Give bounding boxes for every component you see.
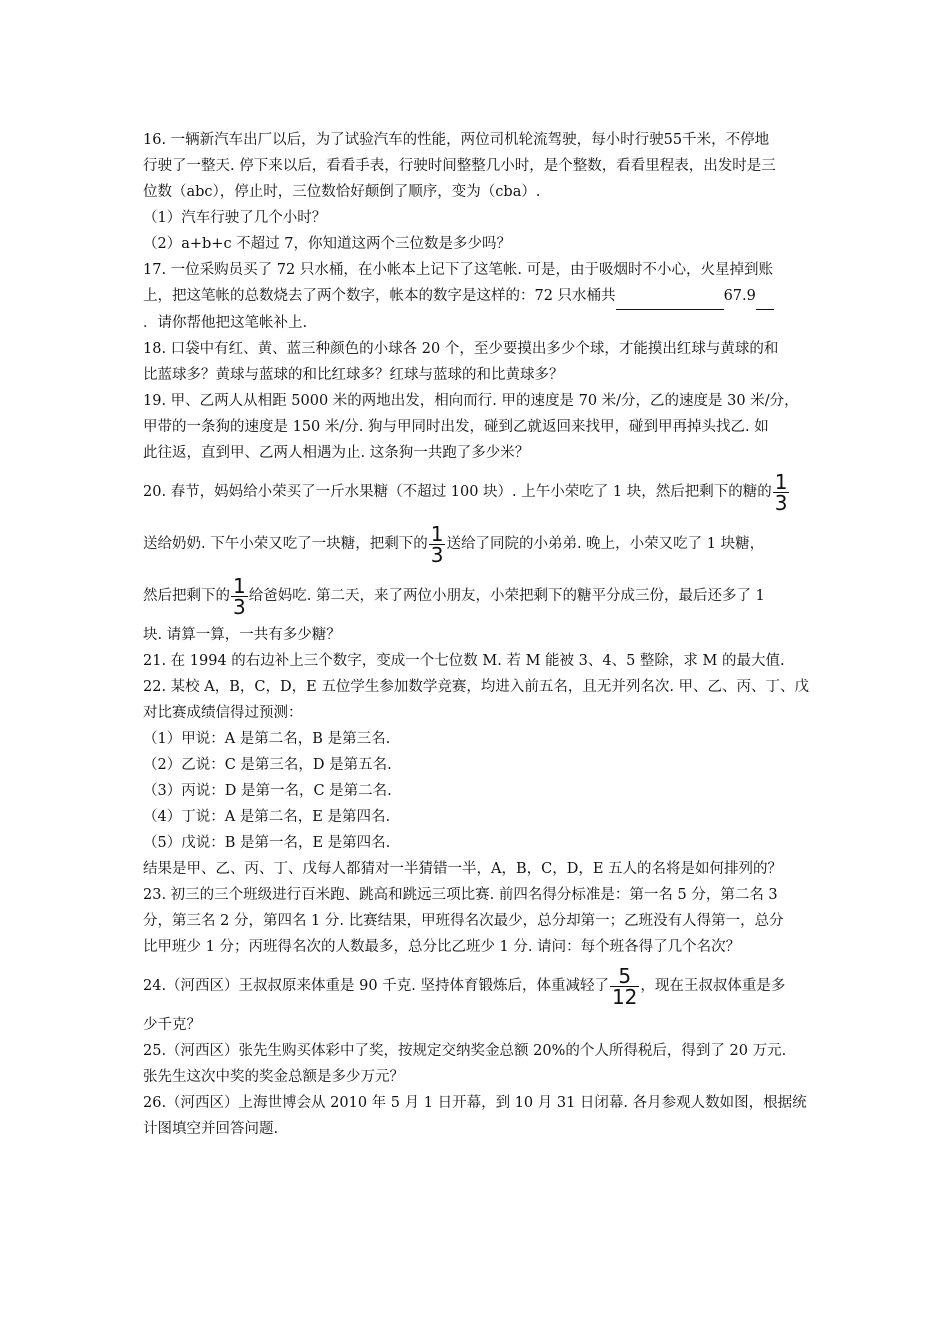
text-line: 此往返，直到甲、乙两人相遇为止. 这条狗一共跑了多少米？ <box>143 445 530 461</box>
question-16 <box>143 127 823 257</box>
question-26 <box>143 1090 823 1142</box>
text-line: 结果是甲、乙、丙、丁、戊每人都猜对一半猜错一半，A，B，C，D，E 五人的名将是如何排列的？ <box>143 861 783 877</box>
sub-question: （2）a+b+c 不超过 7，你知道这两个三位数是多少吗？ <box>143 236 512 252</box>
text-segment: 67.9 <box>723 288 756 304</box>
fraction-denominator: 3 <box>430 542 444 567</box>
question-18 <box>143 336 823 388</box>
question-20 <box>143 466 823 648</box>
text-line <box>143 960 823 1012</box>
text-line: 26.（河西区）上海世博会从 2010 年 5 月 1 日开幕，到 10 月 31 日闭幕. 各月参观人数如图，根据统 <box>143 1095 807 1111</box>
question-24 <box>143 960 823 1038</box>
text-line: 计图填空并回答问题. <box>143 1121 279 1137</box>
sub-question: （2）乙说：C 是第三名，D 是第五名. <box>143 757 392 773</box>
text-segment: 送给奶奶. 下午小荣又吃了一块糖，把剩下的 <box>143 536 428 552</box>
text-line: 18. 口袋中有红、黄、蓝三种颜色的小球各 20 个，至少要摸出多少个球，才能摸出红球与黄球的和 <box>143 341 779 357</box>
fraction-one-third <box>429 521 446 567</box>
text-segment: 送给了同院的小弟弟. 晚上，小荣又吃了 1 块糖， <box>446 536 765 552</box>
text-line: 21. 在 1994 的右边补上三个数字，变成一个七位数 M. 若 M 能被 3、4、5 整除，求 M 的最大值. <box>143 653 785 669</box>
text-segment: 上，把这笔帐的总数烧去了两个数字，帐本的数字是这样的：72 只水桶共 <box>143 288 616 304</box>
text-line: 23. 初三的三个班级进行百米跑、跳高和跳远三项比赛. 前四名得分标准是：第一名 5 分，第二名 3 <box>143 887 778 903</box>
text-segment: 给爸妈吃. 第二天，来了两位小朋友，小荣把剩下的糖平分成三份，最后还多了 1 <box>248 588 765 604</box>
question-25 <box>143 1038 823 1090</box>
fraction-denominator: 3 <box>774 490 788 515</box>
text-segment: 24.（河西区）王叔叔原来体重是 90 千克. 坚持体育锻炼后，体重减轻了 <box>143 978 609 994</box>
sub-question: （1）汽车行驶了几个小时？ <box>143 210 327 226</box>
text-segment: 然后把剩下的 <box>143 588 230 604</box>
text-line: 少千克？ <box>143 1017 201 1033</box>
question-23 <box>143 882 823 960</box>
text-line: 19. 甲、乙两人从相距 5000 米的两地出发，相向而行. 甲的速度是 70 米/分，乙的速度是 30 米/分， <box>143 393 799 409</box>
text-line: 对比赛成绩信得过预测： <box>143 705 303 721</box>
fraction-denominator: 3 <box>233 594 246 619</box>
text-segment: ，现在王叔叔体重是多 <box>640 978 786 994</box>
text-line <box>143 283 823 310</box>
answer-blank <box>616 283 724 310</box>
question-17 <box>143 257 823 336</box>
text-line: 17. 一位采购员买了 72 只水桶，在小帐本上记下了这笔帐. 可是，由于吸烟时不小心，火星掉到账 <box>143 262 774 278</box>
sub-question: （5）戊说：B 是第一名，E 是第四名. <box>143 835 391 851</box>
question-21 <box>143 648 823 674</box>
fraction-numerator: 1 <box>430 521 444 546</box>
fraction-denominator: 12 <box>611 984 638 1009</box>
text-line: 行驶了一整天. 停下来以后，看看手表，行驶时间整整几小时，是个整数，看看里程表，出发时是三 <box>143 158 776 174</box>
sub-question: （3）丙说：D 是第一名，C 是第二名. <box>143 783 392 799</box>
sub-question: （1）甲说：A 是第二名，B 是第三名. <box>143 731 391 747</box>
text-segment: 20. 春节，妈妈给小荣买了一斤水果糖（不超过 100 块）. 上午小荣吃了 1 块，然后把剩下的糖的 <box>143 484 772 500</box>
answer-blank <box>756 283 774 310</box>
text-line: 甲带的一条狗的速度是 150 米/分. 狗与甲同时出发，碰到乙就返回来找甲，碰到甲再掉头找乙. 如 <box>143 419 769 435</box>
fraction-numerator: 5 <box>618 963 632 988</box>
fraction-one-third <box>773 469 790 515</box>
question-list <box>143 127 823 1142</box>
text-line: 比蓝球多？黄球与蓝球的和比红球多？红球与蓝球的和比黄球多？ <box>143 367 564 383</box>
text-line: 25.（河西区）张先生购买体彩中了奖，按规定交纳奖金总额 20%的个人所得税后，得到了 20 万元. <box>143 1043 787 1059</box>
text-line: 张先生这次中奖的奖金总额是多少万元？ <box>143 1069 404 1085</box>
text-line <box>143 466 823 518</box>
sub-question: （4）丁说：A 是第二名，E 是第四名. <box>143 809 391 825</box>
text-line: 比甲班少 1 分；丙班得名次的人数最多，总分比乙班少 1 分. 请问：每个班各得了几个名次？ <box>143 939 741 955</box>
question-19 <box>143 388 823 466</box>
text-line: 分，第三名 2 分，第四名 1 分. 比赛结果，甲班得名次最少，总分却第一；乙班没有人得第一，总分 <box>143 913 784 929</box>
text-line: 16. 一辆新汽车出厂以后，为了试验汽车的性能，两位司机轮流驾驶，每小时行驶55千米，不停地 <box>143 132 770 148</box>
text-line: 22. 某校 A，B，C，D，E 五位学生参加数学竞赛，均进入前五名，且无并列名次. 甲、乙、丙、丁、戊 <box>143 679 810 695</box>
question-22 <box>143 674 823 882</box>
text-line <box>143 518 823 570</box>
fraction-one-third <box>231 573 248 619</box>
fraction-five-twelfths <box>610 963 639 1009</box>
text-line: 位数（abc），停止时，三位数恰好颠倒了顺序，变为（cba）. <box>143 184 541 200</box>
text-line <box>143 570 823 622</box>
text-line: ．请你帮他把这笔帐补上. <box>143 315 308 331</box>
fraction-numerator: 1 <box>233 573 246 598</box>
text-line: 块. 请算一算，一共有多少糖？ <box>143 627 341 643</box>
fraction-numerator: 1 <box>774 469 788 494</box>
